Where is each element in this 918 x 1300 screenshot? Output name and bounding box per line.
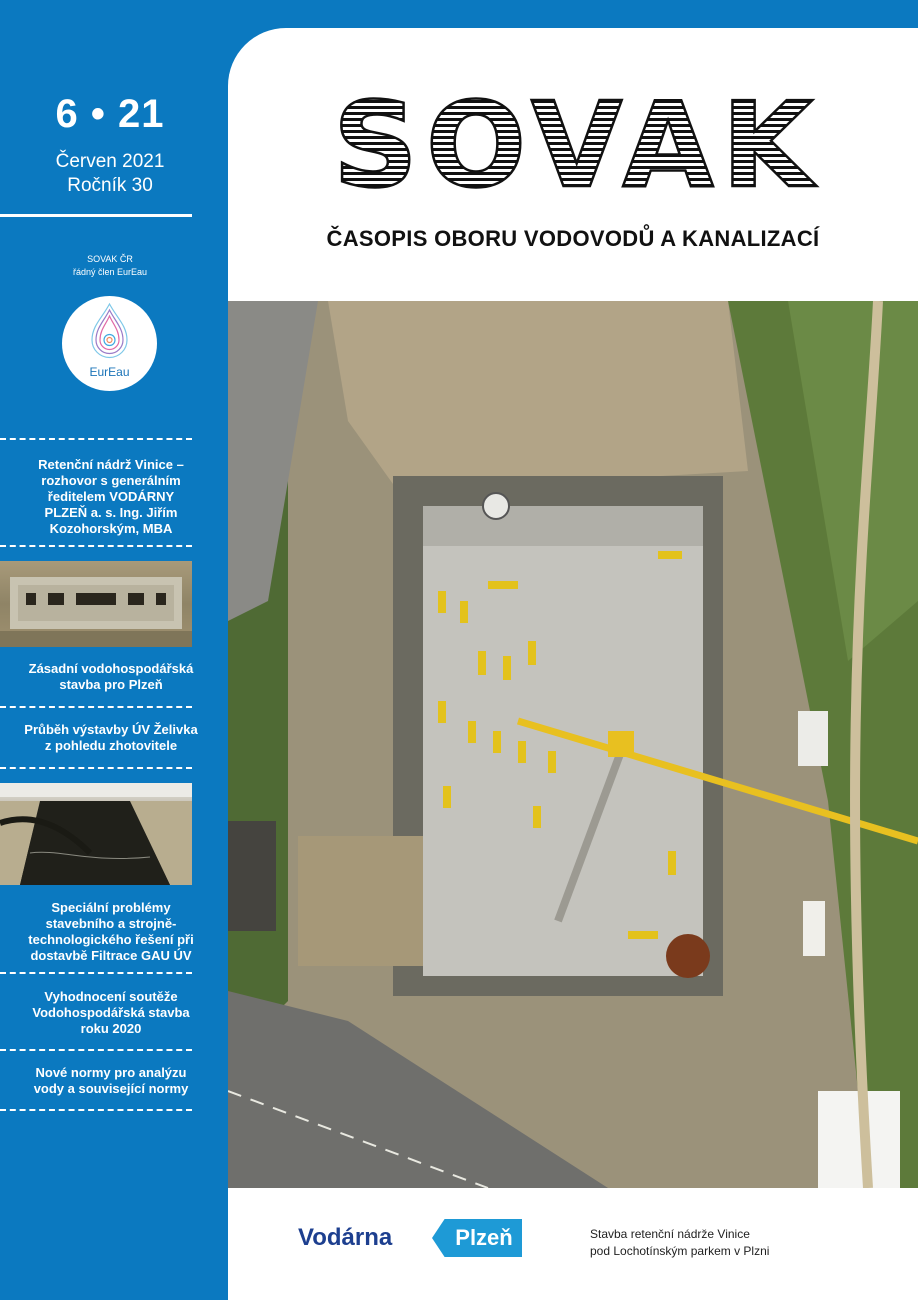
issue-number: 6 • 21	[55, 92, 165, 136]
water-drop-icon	[62, 296, 157, 366]
toc-item[interactable]: Průběh výstavby ÚV Želivka z pohledu zhotovitele	[24, 722, 198, 753]
toc-item[interactable]: Vyhodnocení soutěže Vodohospodářská stavba roku 2020	[32, 989, 190, 1036]
membership-org: SOVAK ČR	[87, 254, 133, 264]
caption-line: Stavba retenční nádrže Vinice	[590, 1227, 750, 1241]
issue-volume: Ročník 30	[67, 175, 153, 196]
issue-date	[0, 150, 220, 198]
divider	[0, 438, 192, 440]
toc-item[interactable]: Nové normy pro analýzu vody a související normy	[33, 1065, 189, 1096]
toc-item[interactable]: Retenční nádrž Vinice – rozhovor s generálním ředitelem VODÁRNY PLZEŇ a. s. Ing. Jiřím Kozohorským, MBA	[38, 457, 184, 536]
filtration-photo	[0, 783, 192, 885]
masthead	[292, 88, 862, 198]
magazine-subtitle: ČASOPIS OBORU VODOVODŮ A KANALIZACÍ	[326, 226, 820, 251]
eureau-logo	[62, 296, 157, 391]
tank-photo	[0, 561, 192, 647]
construction-photo-art	[228, 301, 918, 1188]
photo-caption	[590, 1226, 769, 1260]
caption-line: pod Lochotínským parkem v Plzni	[590, 1244, 770, 1258]
membership-status: řádný člen EurEau	[72, 267, 148, 277]
toc-item[interactable]: Speciální problémy stavebního a strojně- technologického řešení při dostavbě Filtrace GAU ÚV	[28, 900, 194, 963]
plzen-logo-text: Plzeň	[455, 1225, 513, 1250]
sidebar	[0, 0, 228, 1300]
eureau-label: EurEau	[89, 365, 130, 379]
divider	[0, 767, 192, 769]
filtration-photo-art	[0, 783, 192, 885]
divider	[0, 1109, 192, 1111]
masthead-art	[292, 88, 862, 198]
divider	[0, 706, 192, 708]
divider	[0, 545, 192, 547]
tank-photo-art	[0, 561, 192, 647]
vodarna-logo-text: Vodárna	[298, 1224, 393, 1251]
divider	[0, 214, 192, 217]
divider	[0, 972, 192, 974]
toc-item[interactable]: Zásadní vodohospodářská stavba pro Plzeň	[28, 661, 194, 692]
membership-note	[0, 253, 220, 279]
issue-month: Červen 2021	[55, 151, 165, 172]
construction-photo	[228, 301, 918, 1188]
divider	[0, 1049, 192, 1051]
magazine-title: SOVAK	[332, 88, 822, 198]
